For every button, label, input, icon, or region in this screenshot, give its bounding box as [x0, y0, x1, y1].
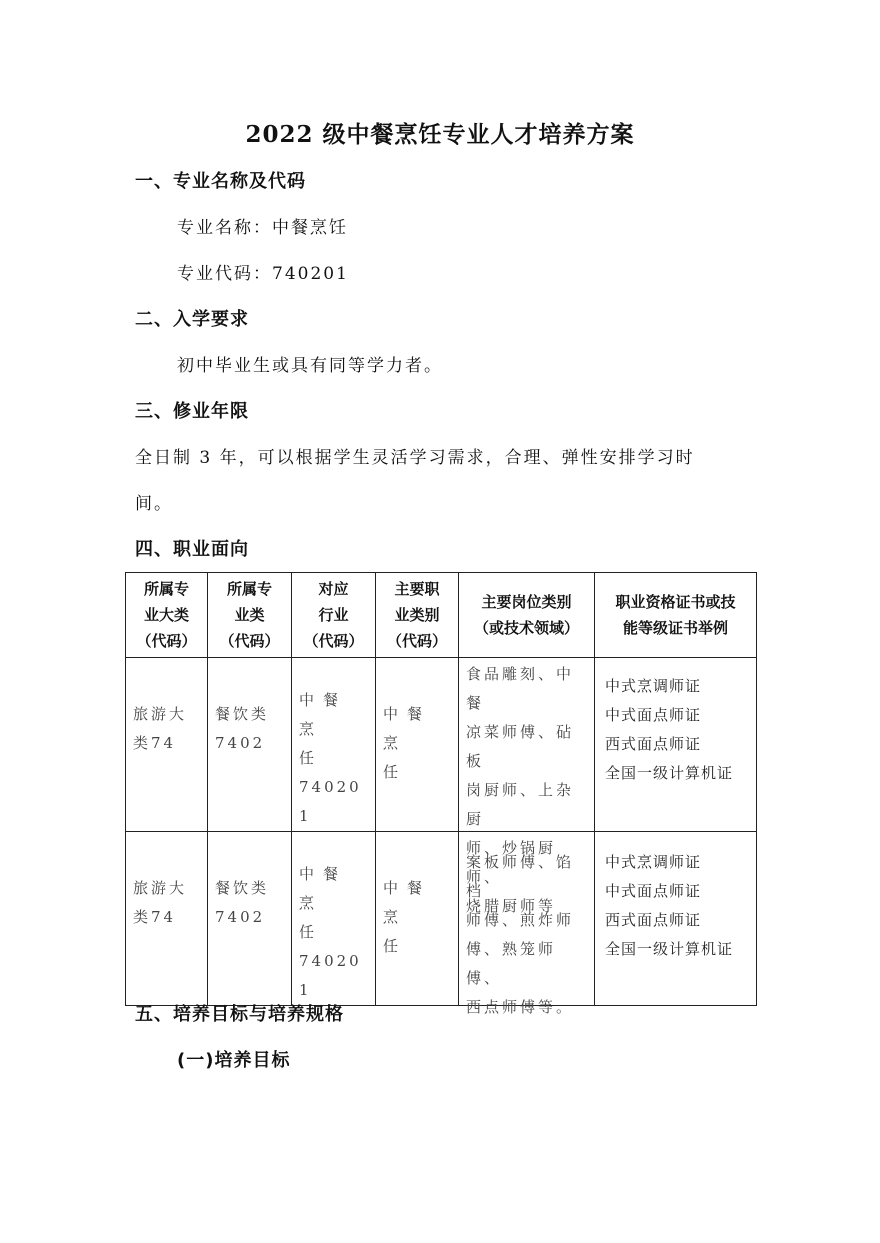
cell-text: 740201 [299, 952, 362, 999]
cell-text: 旅游大 [133, 879, 188, 897]
cell-text: 西点师傅等。 [466, 998, 575, 1016]
cell-major-class [208, 658, 292, 832]
section-3-heading: 三、修业年限 [135, 401, 249, 422]
header-major-class [208, 573, 292, 658]
admission-text: 初中毕业生或具有同等学力者。 [177, 356, 443, 376]
cell-text: 岗厨师、上杂厨 [466, 781, 575, 828]
cell-text: 西式面点师证 [605, 735, 702, 753]
cell-text: 中式烹调师证 [605, 853, 702, 871]
header-positions [459, 573, 595, 658]
cell-industry [292, 832, 376, 1006]
header-text: 所属专 [226, 580, 272, 598]
header-certificates [595, 573, 757, 658]
cell-text: 中式面点师证 [605, 706, 702, 724]
header-text: 主要职 [394, 580, 440, 598]
cell-text: 食品雕刻、中餐 [466, 665, 575, 712]
section-4-heading: 四、职业面向 [135, 539, 249, 560]
duration-text-line1: 全日制 3 年，可以根据学生灵活学习需求，合理、弹性安排学习时 [135, 448, 695, 468]
cell-text: 类74 [133, 734, 177, 752]
table-row [126, 832, 757, 1006]
cell-text: 案板师傅、馅档 [466, 853, 575, 900]
cell-text: 傅、熟笼师傅、 [466, 940, 557, 987]
section-5-heading: 五、培养目标与培养规格 [135, 1004, 344, 1025]
cell-text: 旅游大 [133, 705, 188, 723]
header-text: 职业资格证书或技 [615, 593, 736, 611]
document-title: 2022 级中餐烹饪专业人才培养方案 [245, 121, 635, 148]
duration-text-line2: 间。 [135, 494, 173, 514]
cell-text: 任 [383, 937, 402, 955]
cell-text: 7402 [215, 908, 266, 926]
subsection-training-goals: (一)培养目标 [177, 1050, 291, 1071]
cell-text: 凉菜师傅、砧板 [466, 723, 575, 770]
header-text: （代码） [386, 632, 447, 650]
header-text: 业大类 [143, 606, 189, 624]
cell-text: 师傅、煎炸师 [466, 911, 575, 929]
cell-text: 西式面点师证 [605, 911, 702, 929]
cell-major-category [126, 832, 208, 1006]
header-text: 主要岗位类别 [481, 593, 572, 611]
header-text: （代码） [219, 632, 280, 650]
header-text: （代码） [136, 632, 197, 650]
cell-text: 全国一级计算机证 [605, 764, 734, 782]
header-text: （或技术领域） [473, 619, 579, 637]
cell-text: 师、炒锅厨师、 [466, 839, 557, 886]
cell-positions [459, 832, 595, 1016]
header-text: 能等级证书举例 [622, 619, 728, 637]
cell-text: 餐饮类 [215, 705, 270, 723]
major-code-line: 专业代码：740201 [177, 264, 349, 284]
cell-text: 中式烹调师证 [605, 677, 702, 695]
header-major-category [126, 573, 208, 658]
cell-text: 中餐烹 [299, 865, 348, 912]
cell-text: 中式面点师证 [605, 882, 702, 900]
header-occupation [376, 573, 459, 658]
cell-text: 任 [299, 923, 318, 941]
cell-text: 7402 [215, 734, 266, 752]
section-2-heading: 二、入学要求 [135, 309, 249, 330]
cell-text: 740201 [299, 778, 362, 825]
cell-text: 烧腊厨师等 [466, 897, 557, 915]
cell-text: 全国一级计算机证 [605, 940, 734, 958]
cell-text: 任 [299, 749, 318, 767]
header-text: （代码） [303, 632, 364, 650]
header-text: 对应 [318, 580, 349, 598]
cell-certificates [595, 658, 757, 832]
cell-text: 任 [383, 763, 402, 781]
cell-text: 类74 [133, 908, 177, 926]
cell-industry [292, 658, 376, 832]
cell-text: 中餐烹 [383, 705, 432, 752]
header-text: 业类别 [394, 606, 440, 624]
major-name-line: 专业名称：中餐烹饪 [177, 218, 348, 238]
header-text: 业类 [234, 606, 265, 624]
cell-occupation [376, 832, 459, 1006]
cell-certificates [595, 832, 757, 1006]
section-1-heading: 一、专业名称及代码 [135, 171, 306, 192]
header-text: 所属专 [143, 580, 189, 598]
cell-major-class [208, 832, 292, 1006]
cell-text: 中餐烹 [299, 691, 348, 738]
table-header-row [126, 573, 757, 658]
cell-major-category [126, 658, 208, 832]
cell-text: 中餐烹 [383, 879, 432, 926]
cell-occupation [376, 658, 459, 832]
header-text: 行业 [318, 606, 349, 624]
table-row [126, 658, 757, 832]
cell-text: 餐饮类 [215, 879, 270, 897]
header-industry [292, 573, 376, 658]
